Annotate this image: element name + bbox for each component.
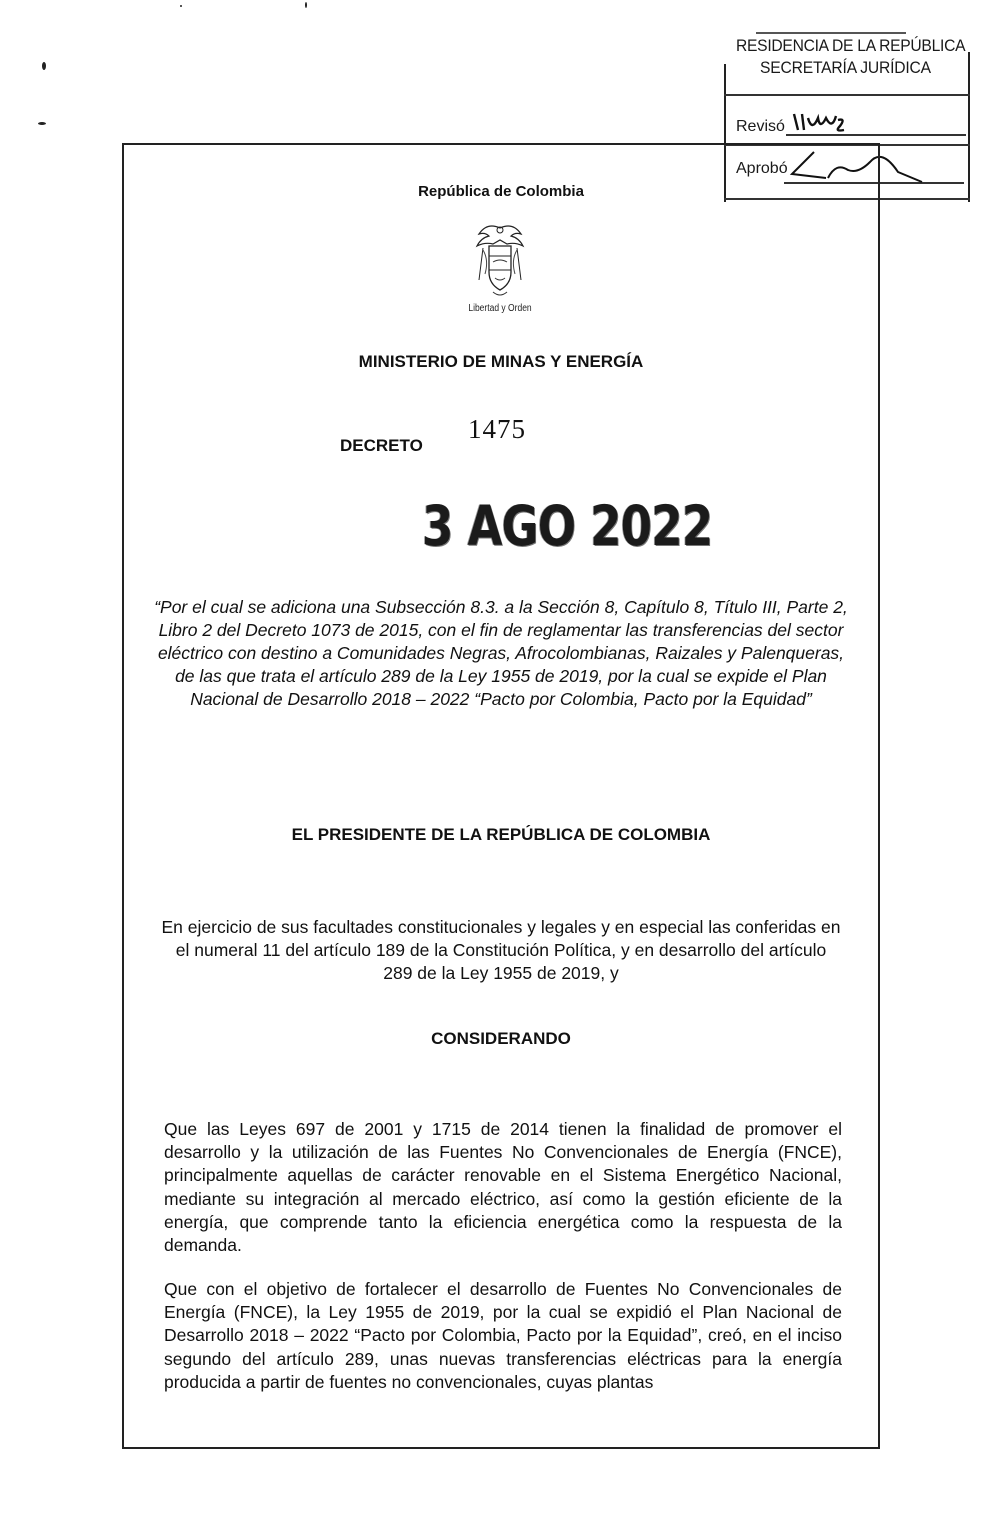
considerando-paragraph: Que con el objetivo de fortalecer el desarrollo de Fuentes No Convencionales de Energía (FNCE), la Ley 1955 de 2019, por la cual se expidió el Plan Nacional de Desarrollo 2018 – 2022 “Pacto por Colombia, Pacto por la Equidad”, creó, en el inciso segundo del artículo 289, unas nuevas transferencias eléctricas para la energía producida a partir de fuentes no convencionales, cuyas plantas	[164, 1279, 842, 1392]
scan-speck	[42, 62, 46, 70]
stamp-divider	[724, 94, 970, 96]
considerando-paragraph: Que las Leyes 697 de 2001 y 1715 de 2014 tienen la finalidad de promover el desarrollo y la utilización de las Fuentes No Convencionales de Energía (FNCE), principalmente aquellas de carácter renovable en el Sistema Energético Nacional, mediante su integración al mercado eléctrico, así como la gestión eficiente de la energía, que comprende tanto la eficiencia energética como la respuesta de la demanda.	[164, 1119, 842, 1256]
stamp-border-right	[968, 52, 970, 202]
country-heading: República de Colombia	[418, 183, 584, 200]
stamp-reviso-label: Revisó	[736, 118, 785, 135]
ministry-heading: MINISTERIO DE MINAS Y ENERGÍA	[358, 352, 644, 371]
stamp-office-line: RESIDENCIA DE LA REPÚBLICA	[736, 36, 966, 55]
stamp-top-rule	[756, 32, 906, 34]
powers-clause: En ejercicio de sus facultades constitucionales y legales y en especial las conferidas en el numeral 11 del artículo 189 de la Constitución Política, y en desarrollo del artículo 289 de la Ley 1955 de 2019, y	[161, 917, 841, 983]
coat-of-arms-icon	[475, 220, 525, 302]
stamp-department-line: SECRETARÍA JURÍDICA	[760, 58, 931, 77]
decree-title: “Por el cual se adiciona una Subsección 8.3. a la Sección 8, Capítulo 8, Título III, Parte 2, Libro 2 del Decreto 1073 de 2015, con el fin de reglamentar las transferencias del sector eléctrico con destino a Comunidades Negras, Afrocolombianas, Raizales y Palenqueras, de las que trata el artículo 289 de la Ley 1955 de 2019, por la cual se expide el Plan Nacional de Desarrollo 2018 – 2022 “Pacto por Colombia, Pacto por la Equidad”	[154, 597, 848, 709]
scan-speck	[38, 122, 46, 125]
scan-speck	[180, 5, 182, 7]
decree-number: 1475	[468, 414, 526, 444]
decree-label: DECRETO	[340, 436, 423, 455]
coat-of-arms-motto: Libertad y Orden	[468, 303, 532, 314]
stamp-aprobo-label: Aprobó	[736, 160, 788, 177]
scan-speck	[305, 2, 307, 8]
considerando-heading: CONSIDERANDO	[431, 1029, 571, 1048]
reviewer-initials-signature	[790, 108, 850, 136]
decree-date-stamp: 3 AGO 2022	[422, 494, 713, 558]
authority-heading: EL PRESIDENTE DE LA REPÚBLICA DE COLOMBIA	[291, 825, 711, 844]
